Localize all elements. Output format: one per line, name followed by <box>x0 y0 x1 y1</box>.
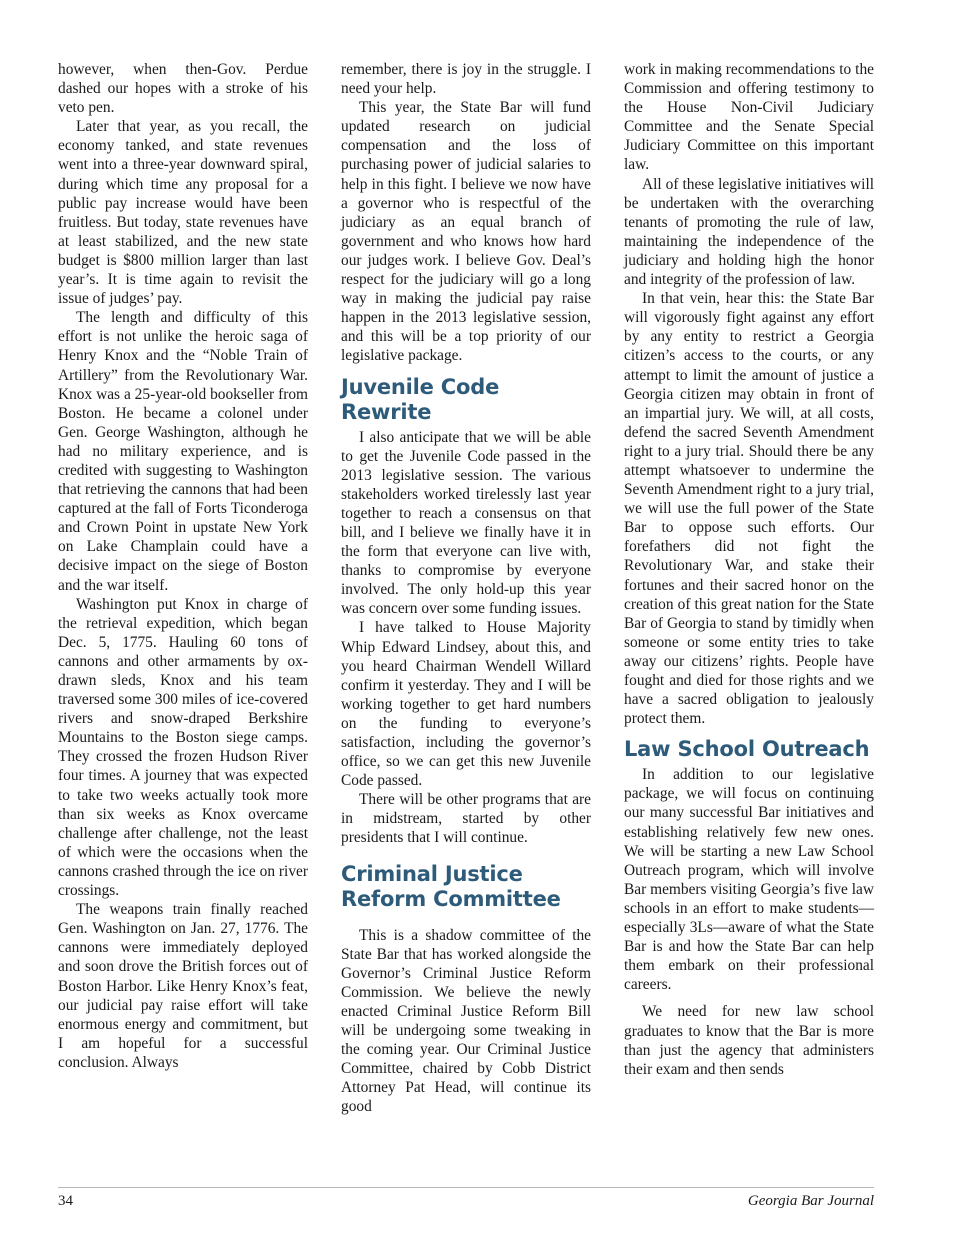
paragraph: I also anticipate that we will be able to get the Juvenile Code passed in the 2013 legislative session. The various stakeholders worked tirelessly last year together to reach a consensus on that bill, and I believe we finally have it in the form that everyone can live with, thanks to compromise by everyone involved. The only hold-up this year was concern over some funding issues. <box>341 428 591 618</box>
paragraph: remember, there is joy in the struggle. I need your help. <box>341 61 591 98</box>
page-number: 34 <box>58 1193 73 1209</box>
column-1 <box>58 60 308 1072</box>
paragraph: All of these legislative initiatives will be undertaken with the overarching tenants of promoting the rule of law, maintaining the independence of the judiciary and holding high the honor and integrity of the profession of law. <box>624 175 874 289</box>
section-heading-juvenile-code: Juvenile Code Rewrite <box>341 374 500 424</box>
section-heading-law-school-outreach: Law School Outreach <box>624 737 870 762</box>
paragraph: The length and difficulty of this effort is not unlike the heroic saga of Henry Knox and the “Noble Train of Artillery” from the Revolutionary War. Knox was a 25-year-old bookseller from Boston. He became a colonel under Gen. George Washington, although he had no military experience, and is credited with suggesting to Washington that retrieving the cannons that had been captured at the fall of Forts Ticonderoga and Crown Point in upstate New York on Lake Champlain could have a decisive impact on the siege of Boston and the war itself. <box>58 309 308 594</box>
paragraph: however, when then-Gov. Perdue dashed our hopes with a stroke of his veto pen. <box>58 61 308 117</box>
paragraph: We need for new law school graduates to know that the Bar is more than just the agency that administers their exam and then sends <box>624 1003 874 1078</box>
paragraph: This year, the State Bar will fund updated research on judicial compensation and the loss of purchasing power of judicial salaries to help in this fight. I believe we now have a governor who is respectful of the judiciary as an equal branch of government and who knows how hard our judges work. I believe Gov. Deal’s respect for the judiciary will go a long way in making the judicial pay raise happen in the 2013 legislative session, and this will be a top priority of our legislative package. <box>341 99 591 365</box>
column-2 <box>341 60 591 1117</box>
paragraph: In addition to our legislative package, we will focus on continuing our many successful Bar initiatives and establishing relatively few new ones. We will be starting a new Law School Outreach program, which will involve Bar members visiting Georgia’s five law schools in an effort to make students—especially 3Ls—aware of what the State Bar is and how the State Bar can help them embark on their professional careers. <box>624 766 874 994</box>
paragraph: In that vein, hear this: the State Bar will vigorously fight against any effort by any entity to restrict a Georgia citizen’s access to the courts, or any attempt to limit the amount of justice a Georgia citizen may obtain in front of an impartial jury. We will, at all costs, defend the sacred Seventh Amendment right to a jury trial. Should there be any attempt whatsoever to undermine the Seventh Amendment right to a jury trial, we will use the full power of the State Bar to oppose such efforts. Our forefathers did not fight the Revolutionary War, and stake their fortunes and their sacred honor on the creation of this great nation for the State Bar of Georgia to stand by timidly when someone or some entity tries to take away our citizens’ rights. People have fought and died for those rights and we have a sacred obligation to jealously protect them. <box>624 290 874 728</box>
paragraph: There will be other programs that are in midstream, started by other presidents that I will continue. <box>341 791 591 847</box>
paragraph-gap <box>624 994 874 1002</box>
journal-name: Georgia Bar Journal <box>747 1193 874 1209</box>
paragraph: Later that year, as you recall, the economy tanked, and state revenues went into a three-year downward spiral, during which time any proposal for a public pay increase would have been fruitless. But today, state revenues have at least stabilized, and the new state budget is $800 million larger than last year’s. It is time again to revisit the issue of judges’ pay. <box>58 118 308 308</box>
paragraph: Washington put Knox in charge of the retrieval expedition, which began Dec. 5, 1775. Hauling 60 tons of cannons and other armaments by ox-drawn sleds, Knox and his team traversed some 300 miles of ice-covered rivers and snow-draped Berkshire Mountains to the Boston siege camps. They crossed the frozen Hudson River four times. A journey that was expected to take two weeks actually took more than six weeks as Knox overcame challenge after challenge, not the least of which were the occasions when the cannons crashed through the ice on river crossings. <box>58 595 308 900</box>
footer-rule <box>58 1187 874 1188</box>
paragraph: work in making recommendations to the Commission and offering testimony to the House Non-Civil Judiciary Committee and the Senate Special Judiciary Committee on this important law. <box>624 61 874 174</box>
paragraph: The weapons train finally reached Gen. Washington on Jan. 27, 1776. The cannons were immediately deployed and soon drove the British forces out of Boston Harbor. Like Henry Knox’s feat, our judicial pay raise effort will take enormous energy and commitment, but I am hopeful for a successful conclusion. Always <box>58 901 308 1071</box>
column-3 <box>624 60 874 1079</box>
paragraph: This is a shadow committee of the State Bar that has worked alongside the Governor’s Criminal Justice Reform Commission. We believe the newly enacted Criminal Justice Reform Bill will be undergoing some tweaking in the coming year. Our Criminal Justice Committee, chaired by Cobb District Attorney Pat Head, will continue its good <box>341 926 591 1116</box>
section-heading-criminal-justice: Criminal Justice Reform Committee <box>341 861 561 911</box>
paragraph: I have talked to House Majority Whip Edward Lindsey, about this, and you heard Chairman Wendell Willard confirm it yesterday. They and I will be working together to get hard numbers on the funding to everyone’s satisfaction, including the governor’s office, so we can get this new Juvenile Code passed. <box>341 619 591 790</box>
